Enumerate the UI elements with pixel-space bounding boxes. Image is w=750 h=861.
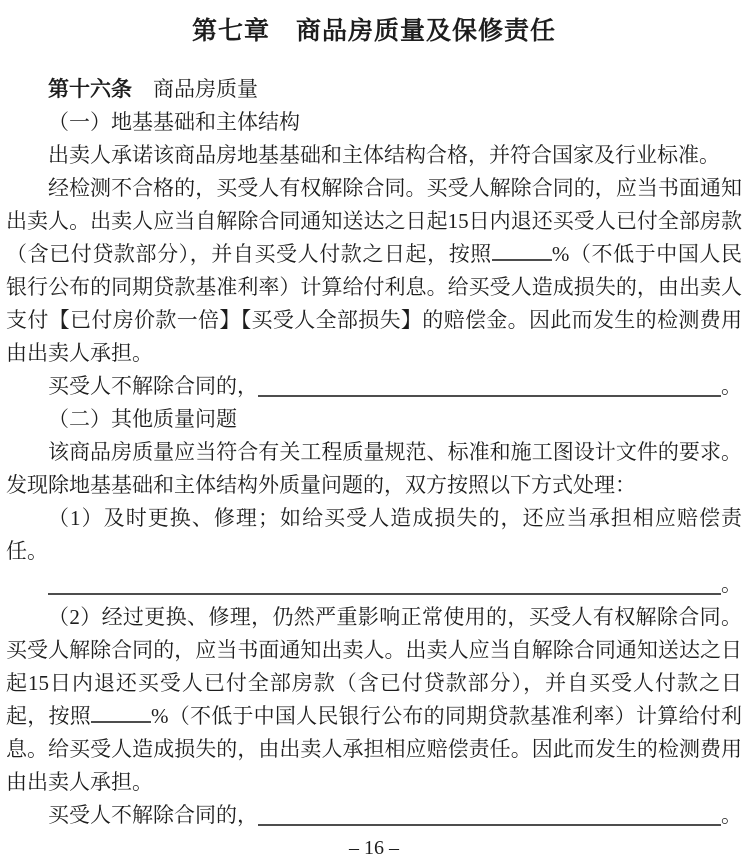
text-segment: 商品房质量 xyxy=(132,77,258,101)
clause-2-heading xyxy=(6,403,742,436)
page-number: – 16 – xyxy=(349,837,399,859)
text-segment: 该商品房质量应当符合有关工程质量规范、标准和施工图设计文件的要求。发现除地基基础和主体结构外质量问题的，双方按照以下方式处理： xyxy=(6,440,742,497)
text-segment: 。 xyxy=(721,803,742,827)
clause-2-no-rescind xyxy=(6,799,742,832)
text-segment: 买受人不解除合同的， xyxy=(48,803,258,827)
clause-1-no-rescind xyxy=(6,370,742,403)
blank-field xyxy=(258,395,721,397)
clause-1-promise xyxy=(6,139,742,172)
clause-2-item-2 xyxy=(6,601,742,799)
text-segment: （二）其他质量问题 xyxy=(48,407,237,431)
clause-2-blank-line xyxy=(6,568,742,601)
blank-field xyxy=(48,593,721,595)
text-segment: （一）地基基础和主体结构 xyxy=(48,110,300,134)
text-segment: 。 xyxy=(721,374,742,398)
blank-field xyxy=(492,257,552,261)
text-segment: %（不低于中国人民银行公布的同期贷款基准利率）计算给付利息。给买受人造成损失的，由出卖人支付【已付房价款一倍】【买受人全部损失】的赔偿金。因此而发生的检测费用由出卖人承担。 xyxy=(6,242,742,365)
clause-2-intro xyxy=(6,436,742,502)
blank-field xyxy=(258,824,721,826)
clause-1-remedy xyxy=(6,172,742,370)
text-segment: 买受人不解除合同的， xyxy=(48,374,258,398)
text-segment: 出卖人承诺该商品房地基基础和主体结构合格，并符合国家及行业标准。 xyxy=(48,143,720,167)
blank-field xyxy=(91,719,151,723)
text-segment: 经检测不合格的，买受人有权解除合同。买受人解除合同的，应当书面通知出卖人。出卖人应当自解除合同通知送达之日起15日内退还买受人已付全部房款（含已付贷款部分），并自买受人付款之日起，按照 xyxy=(6,176,742,266)
bold-text-segment: 第十六条 xyxy=(48,77,132,101)
text-segment: 。 xyxy=(721,572,742,596)
article-heading xyxy=(6,73,742,106)
clause-1-heading xyxy=(6,106,742,139)
text-segment: （1）及时更换、修理；如给买受人造成损失的，还应当承担相应赔偿责任。 xyxy=(6,506,742,563)
chapter-title: 第七章 商品房质量及保修责任 xyxy=(191,17,556,45)
clause-2-item-1 xyxy=(6,502,742,568)
text-segment: %（不低于中国人民银行公布的同期贷款基准利率）计算给付利息。给买受人造成损失的，由出卖人承担相应赔偿责任。因此而发生的检测费用由出卖人承担。 xyxy=(6,704,742,794)
document-body xyxy=(6,73,742,832)
text-segment: （2）经过更换、修理，仍然严重影响正常使用的，买受人有权解除合同。买受人解除合同的，应当书面通知出卖人。出卖人应当自解除合同通知送达之日起15日内退还买受人已付全部房款（含已付贷款部分），并自买受人付款之日起，按照 xyxy=(6,605,742,728)
